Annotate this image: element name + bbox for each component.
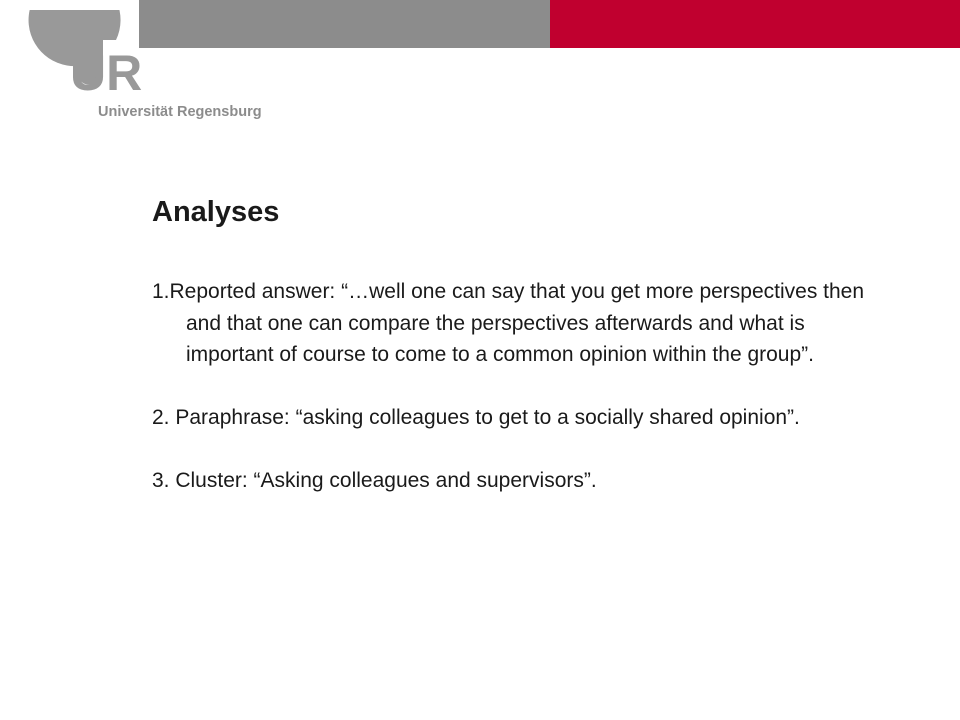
list-item: 2. Paraphrase: “asking colleagues to get to a socially shared opinion”. xyxy=(152,406,800,429)
logo-ur-text: UR xyxy=(70,45,143,101)
university-logo xyxy=(20,10,270,120)
slide-content-list xyxy=(152,276,872,497)
slide-title: Analyses xyxy=(152,196,280,228)
logo-university-name: Universität Regensburg xyxy=(98,104,262,120)
list-item: 1.Reported answer: “…well one can say that you get more perspectives then and that one can compare the perspectives afterwards and what is important of course to come to a common opinion within the group”. xyxy=(152,280,865,366)
header-red-bar xyxy=(550,0,960,48)
list-item: 3. Cluster: “Asking colleagues and supervisors”. xyxy=(152,469,597,492)
